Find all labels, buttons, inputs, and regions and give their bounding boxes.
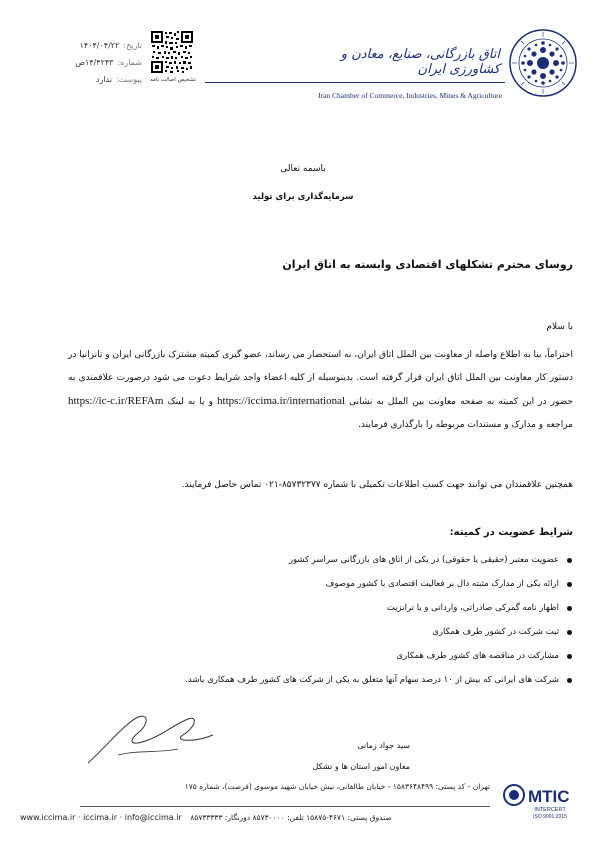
list-item: شرکت های ایرانی که بیش از ۱۰ درصد سهام آنها متعلق به یکی از شرکت های کشور طرف همکاری باشد. <box>68 672 573 689</box>
svg-text:MTIC: MTIC <box>528 787 570 806</box>
signature-icon <box>78 705 228 775</box>
paragraph-1-part-a: احتراماً، بنا به اطلاع واصله از معاونت بین الملل اتاق ایران، به استحضار می رساند، عضو گیری کمیته مشترک بازرگانی ایران و تانزانیا در دستور کار معاونت بین الملل اتاق ایران قرار گرفته است. بدینوسیله از کلیه اعضاء واجد شرایط دعوت می شود درصورت علاقمندی به حضور در این کمیته به صفحه معاونت بین الملل به نشانی <box>68 350 573 407</box>
greeting: با سلام <box>546 322 573 332</box>
list-item: اظهار نامه گمرکی صادراتی، وارداتی و یا ترانزیت <box>68 600 573 617</box>
chamber-logo-icon <box>508 28 578 98</box>
link-international[interactable]: https://iccima.ir/international <box>217 395 346 407</box>
number-label: شماره: <box>117 57 142 67</box>
footer-address: تهران - کد پستی: ۱۵۸۳۶۴۸۴۹۹ - خیابان طالقانی، نبش خیابان شهید موسوی (فرصت)، شماره ۱۷۵ <box>184 782 490 791</box>
footer-email[interactable]: info@iccima.ir <box>124 813 182 822</box>
list-item: ارائه یکی از مدارک مثبته دال بر فعالیت اقتصادی با کشور موصوف <box>68 576 573 593</box>
paragraph-2: همچنین علاقمندان می توانند جهت کسب اطلاعات تکمیلی با شماره ۸۵۷۳۲۳۷۷-۰۲۱ تماس حاصل فرمایند. <box>181 480 573 490</box>
signer-name: سید جواد زمانی <box>357 741 410 750</box>
slogan: سرمایه‌گذاری برای تولید <box>252 192 354 202</box>
qr-code-icon[interactable] <box>150 30 194 74</box>
footer-website[interactable]: www.iccima.ir <box>20 813 76 822</box>
footer-website-2[interactable]: iccima.ir <box>83 813 118 822</box>
conditions-title: شرایط عضویت در کمیته: <box>449 527 573 538</box>
paragraph-1 <box>68 344 573 437</box>
invocation: باسمه تعالی <box>280 164 326 174</box>
paragraph-1-part-c: مراجعه و مدارک و مستندات مربوطه را بارگذاری فرمایند. <box>358 420 573 430</box>
attachment-row <box>32 72 142 86</box>
header-divider <box>205 82 505 83</box>
attachment-label: پیوست: <box>115 74 142 84</box>
date-label: تاریخ: <box>123 40 142 50</box>
attachment-value: ندارد <box>95 74 112 84</box>
list-item: مشارکت در مناقصه های کشور طرف همکاری <box>68 648 573 665</box>
iso-label: ISO 9001:2015 <box>533 814 567 820</box>
org-name-en: Iran Chamber of Commerce, Industries, Mines & Agriculture <box>318 91 502 100</box>
number-row <box>32 55 142 69</box>
date-row <box>32 38 142 52</box>
signer-title: معاون امور استان ها و تشکل <box>312 762 410 771</box>
paragraph-1-part-b: و یا به لینک <box>167 397 213 407</box>
list-item: عضویت معتبر (حقیقی یا حقوقی) در یکی از اتاق های بازرگانی سراسر کشور <box>68 552 573 569</box>
link-short[interactable]: https://ic-c.ir/REFAm <box>68 395 164 407</box>
conditions-list <box>68 552 573 696</box>
footer-pobox: صندوق پستی: ۴۶۷۱-۱۵۸۷۵ تلفن: ۸۵۷۳۰۰۰۰ دورنگار: ۸۵۷۳۳۳۳۳ <box>190 813 392 822</box>
mtic-intercert-label: INTERCERT <box>534 807 566 813</box>
mtic-logo-icon <box>500 781 595 823</box>
footer-divider <box>80 806 490 807</box>
recipient-heading: روسای محترم تشکلهای اقتصادی وابسته به اتاق ایران <box>282 258 573 271</box>
qr-caption: تشخیص اصالت نامه <box>150 77 196 83</box>
org-name-fa: اتاق بازرگانی، صنایع، معادن و کشاورزی ایران <box>340 47 500 77</box>
footer-contact-line: www.iccima.ir · iccima.ir · info@iccima.ir صندوق پستی: ۴۶۷۱-۱۵۸۷۵ تلفن: ۸۵۷۳۰۰۰۰ دورنگار: ۸۵۷۳۳۳۳۳ <box>20 813 392 822</box>
number-value: ۱۴/۴۲۴۳ص <box>75 57 114 67</box>
date-value: ۱۴۰۴/۰۴/۲۲ <box>79 40 120 50</box>
list-item: ثبت شرکت در کشور طرف همکاری <box>68 624 573 641</box>
